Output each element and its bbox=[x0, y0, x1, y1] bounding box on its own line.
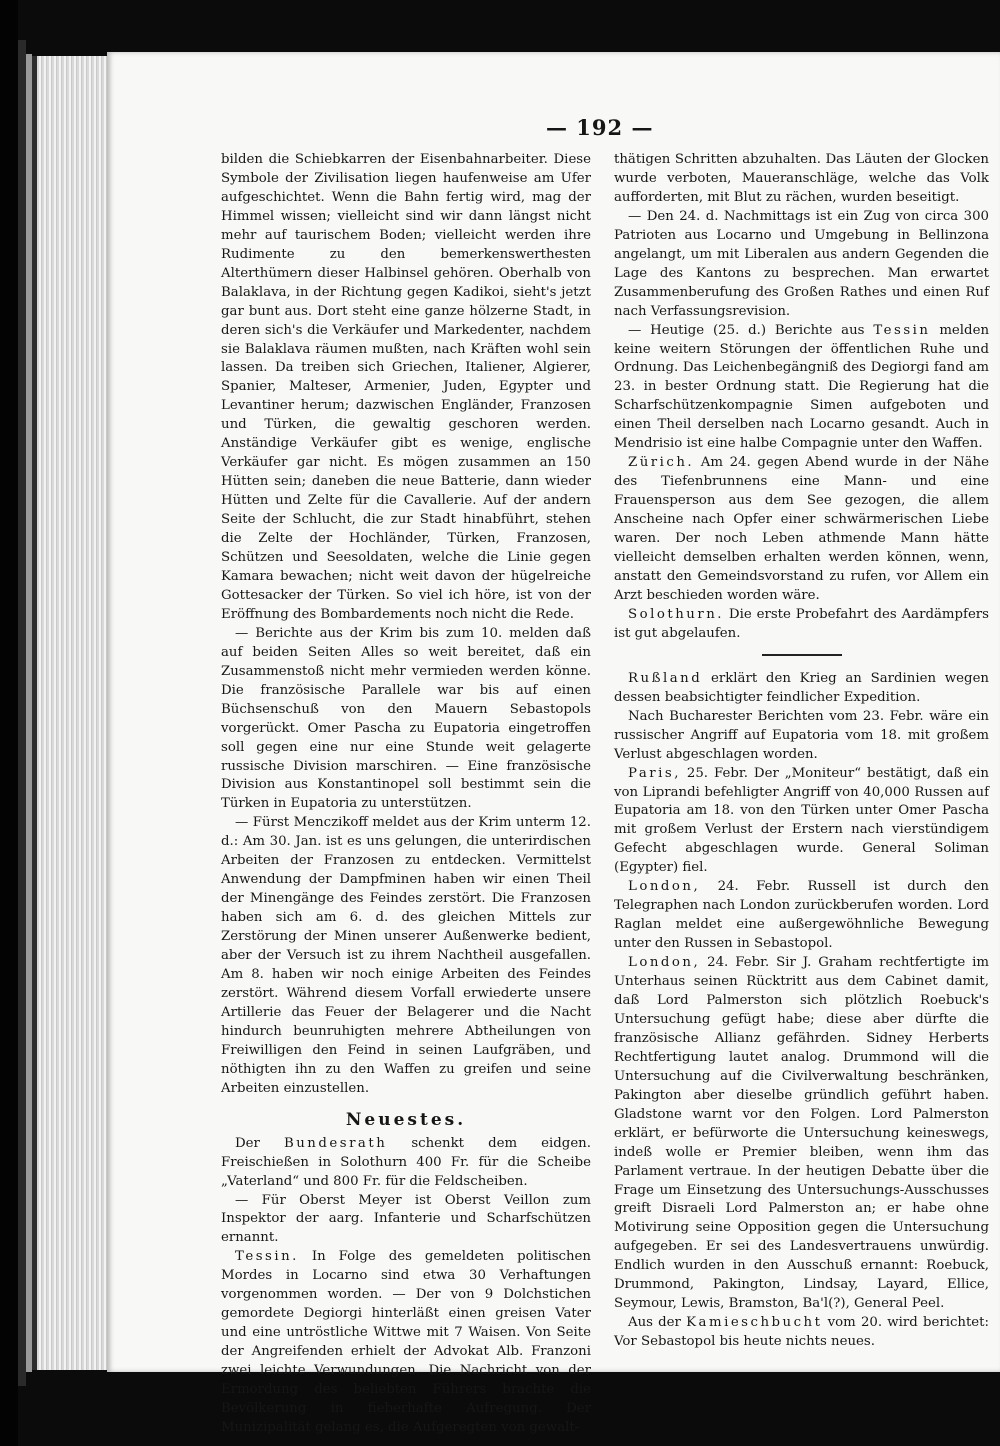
news-item bbox=[614, 606, 989, 644]
news-lead: — Den 24. d. bbox=[628, 208, 724, 224]
left-column bbox=[221, 151, 591, 1438]
news-item bbox=[614, 151, 989, 208]
news-item bbox=[614, 708, 989, 765]
page-stack-edges bbox=[37, 56, 107, 1370]
news-item bbox=[614, 954, 989, 1314]
news-item bbox=[221, 1135, 591, 1192]
news-text: Nachmittags ist ein Zug von circa 300 Patrioten aus Locarno und Umgebung in Bellinzona angelangt, um mit Liberalen aus andern Gegenden die Lage des Kantons zu besprechen. Man erwartet Zusammenberufung des Großen Rathes und einen Ruf nach Verfassungsrevision. bbox=[614, 208, 989, 319]
book-edge-dark bbox=[0, 0, 18, 1446]
news-item bbox=[221, 1248, 591, 1438]
news-text: 24. Febr. Sir J. Graham rechtfertigte im Unterhaus seinen Rücktritt aus dem Cabinet damit, daß Lord Palmerston sich plötzlich Roebuck's Untersuchung gefügt habe; diese aber dürfte die französische Allianz gefährden. Sidney Herberts Rechtfertigung lautet analog. Drummond will die Untersuchung auf die Civilverwaltung beschränken, Pakington aber dieselbe gründlich geführt haben. Gladstone warnt vor den Folgen. Lord Palmerston erklärt, er befürworte die Untersuchung keineswegs, indeß wolle er Premier bleiben, wenn ihm das Parlament vertraue. In der heutigen Debatte über die Frage um Einsetzung des Untersuchungs-Ausschusses greift Disraeli Lord Palmerston an; er habe ohne Motivirung seine Opposition gegen die Untersuchung aufgegeben. Er sei des Landesvertrauens unwürdig. Endlich wurden in den Ausschuß ernannt: Roebuck, Drummond, Pakington, Lindsay, Layard, Ellice, Seymour, Lewis, Bramston, Ba'l(?), General Peel. bbox=[614, 955, 989, 1312]
news-text: schenkt dem eidgen. Freischießen in Solothurn 400 Fr. für die Scheibe „Vaterland“ und 800 Fr. für die Feldscheiben. bbox=[221, 1135, 591, 1189]
news-item bbox=[221, 1192, 591, 1249]
news-place: Rußland bbox=[628, 670, 703, 686]
paragraph: — Fürst Menczikoff meldet aus der Krim unterm 12. d.: Am 30. Jan. ist es uns gelungen, die unterirdischen Arbeiten der Franzosen zu entdecken. Vermittelst Anwendung der Dampfminen haben wir einen Theil der Minengänge des Feindes zerstört. Die Franzosen haben sich am 6. d. des gleichen Mittels zur Zerstörung der Minen unserer Außenwerke bedient, aber der Versuch ist zu ihrem Nachtheil ausgefallen. Am 8. haben wir noch einige Arbeiten des Feindes zerstört. Während diesem Vorfall erwiederte unsere Artillerie das Feuer der Belagerer und die Nacht hindurch beunruhigten mehrere Abtheilungen von Freiwilligen den Feind in seinen Laufgräben, und nöthigten ihn zu den Waffen zu greifen und seine Arbeiten einzustellen. bbox=[221, 815, 591, 1096]
news-place: London, bbox=[628, 955, 701, 971]
news-place: Solothurn. bbox=[628, 606, 724, 622]
news-lead: — Heutige (25. d.) Berichte aus bbox=[628, 322, 874, 338]
news-text: 24. Febr. Russell ist durch den Telegraphen nach London zurückberufen worden. Lord Raglan meldet eine außergewöhnliche Bewegung unter den Russen in Sebastopol. bbox=[614, 879, 989, 952]
news-item bbox=[614, 322, 989, 455]
news-text: — Für Oberst Meyer ist Oberst Veillon zum Inspektor der aarg. Infanterie und Scharfschützen ernannt. bbox=[221, 1192, 591, 1246]
news-item bbox=[614, 1314, 989, 1352]
paragraph: bilden die Schiebkarren der Eisenbahnarbeiter. Diese Symbole der Zivilisation liegen haufenweise am Ufer aufgeschichtet. Wenn die Bahn fertig wird, mag der Himmel wissen; vielleicht sind wir dann längst nicht mehr auf taurischem Boden; vielleicht werden ihre Rudimente zu den bemerkenswerthesten Alterthümern dieser Halbinsel gehören. Oberhalb von Balaklava, in der Richtung gegen Kadikoi, sieht's jetzt gar bunt aus. Dort steht eine ganze hölzerne Stadt, in deren sich's die Verkäufer und Markedenter, nachdem sie Balaklava räumen mußten, nach Kräften wohl sein lassen. Da treiben sich Griechen, Italiener, Algierer, Spanier, Malteser, Armenier, Juden, Egypter und Levantiner herum; dazwischen Engländer, Franzosen und Türken, die gewaltig geschoren werden. Anständige Verkäufer gibt es wenige, englische Verkäufer gar nicht. Es mögen zusammen an 150 Hütten sein; daneben die neue Batterie, dann wieder Hütten und Zelte für die Cavallerie. Auf der andern Seite der Schlucht, die zur Stadt hinabführt, stehen die Zelte der Hochländer, Türken, Franzosen, Schützen und Seesoldaten, welche die Linie gegen Kamara bewachen; nicht weit davon der hügelreiche Gottesacker der Türken. So viel ich höre, ist von der Eröffnung des Bombardements noch nicht die Rede. bbox=[221, 152, 591, 622]
news-text: Am 24. gegen Abend wurde in der Nähe des Tiefenbrunnens eine Mann- und eine Frauensperson aus dem See gezogen, die allem Anscheine nach Opfer einer schwärmerischen Liebe waren. Der noch Leben athmende Mann hätte vielleicht demselben erhalten werden können, wenn, anstatt den Gemeindsvorstand zu rufen, vor Allem ein Arzt beschieden worden wäre. bbox=[614, 455, 989, 603]
news-text: melden keine weitern Störungen der öffentlichen Ruhe und Ordnung. Das Leichenbegängniß des Degiorgi fand am 23. in bester Ordnung statt. Die Regierung hat die Scharfschützenkompagnie Simen aufgeboten und einen Theil derselben nach Locarno gesandt. Auch in Mendrisio ist eine halbe Compagnie unter den Waffen. bbox=[614, 322, 990, 452]
news-place: London, bbox=[628, 879, 701, 895]
news-text: thätigen Schritten abzuhalten. Das Läuten der Glocken wurde verboten, Maueranschläge, welche das Volk aufforderten, mit Blut zu rächen, wurden beseitigt. bbox=[614, 152, 989, 205]
news-item bbox=[614, 208, 989, 322]
news-text: In Folge des gemeldeten politischen Mordes in Locarno sind etwa 30 Verhaftungen vorgenommen worden. — Der von 9 Dolchstichen gemordete Degiorgi hinterläßt einen greisen Vater und eine untröstliche Wittwe mit 7 Waisen. Von Seite der Angreifenden erhielt der Advokat Alb. Franzoni zwei leichte Verwundungen. Die Nachricht von der Ermordung des beliebten Führers brachte die Bevölkerung in fieberhafte Aufregung. Der Munizipalität gelang es, die Aufgeregten von gewalt- bbox=[221, 1249, 591, 1435]
news-place: Tessin bbox=[873, 322, 931, 338]
news-text: Die erste Probefahrt des Aardämpfers ist gut abgelaufen. bbox=[614, 606, 989, 641]
page-number: — 192 — bbox=[546, 115, 654, 140]
news-place: Paris, bbox=[628, 765, 681, 781]
news-item bbox=[614, 765, 989, 879]
news-text: vom 20. wird berichtet: Vor Sebastopol bis heute nichts neues. bbox=[614, 1315, 989, 1350]
section-divider bbox=[762, 654, 842, 656]
news-text: Nach Bucharester Berichten vom 23. Febr. wäre ein russischer Angriff auf Eupatoria vom 18. mit großem Verlust abgeschlagen worden. bbox=[614, 708, 989, 762]
news-text: 25. Febr. Der „Moniteur“ bestätigt, daß ein von Liprandi befehligter Angriff von 40,000 Russen auf Eupatoria am 18. von den Türken unter Omer Pascha mit großem Verlust der Erstern nach vierstündigem Gefecht abgeschlagen wurde. General Soliman (Egypter) fiel. bbox=[614, 765, 989, 876]
book-cover-edge bbox=[18, 40, 26, 1386]
news-lead: Aus der bbox=[628, 1315, 687, 1331]
right-column bbox=[614, 151, 989, 1352]
news-place: Bundesrath bbox=[283, 1135, 388, 1151]
paragraph: — Berichte aus der Krim bis zum 10. melden daß auf beiden Seiten Alles so weit bereitet, daß ein Zusammenstoß nicht mehr vermieden werden könne. Die französische Parallele war bis auf einen Büchsenschuß von den Mauern Sebastopols vorgerückt. Omer Pascha zu Eupatoria eingetroffen soll gegen eine nur eine Stunde weit gelagerte russische Division marschiren. — Eine französische Division aus Konstantinopel soll bestimmt sein die Türken in Eupatoria zu unterstützen. bbox=[221, 625, 591, 812]
news-place: Kamieschbucht bbox=[686, 1315, 823, 1331]
section-heading: Neuestes. bbox=[345, 1109, 467, 1130]
news-lead: Der bbox=[235, 1135, 284, 1151]
news-item bbox=[614, 878, 989, 954]
news-place: Zürich. bbox=[628, 455, 695, 471]
news-item bbox=[614, 670, 989, 708]
news-text: erklärt den Krieg an Sardinien wegen dessen beabsichtigter feindlicher Expedition. bbox=[614, 670, 989, 705]
news-place: Tessin. bbox=[235, 1249, 299, 1265]
news-item bbox=[614, 454, 989, 606]
